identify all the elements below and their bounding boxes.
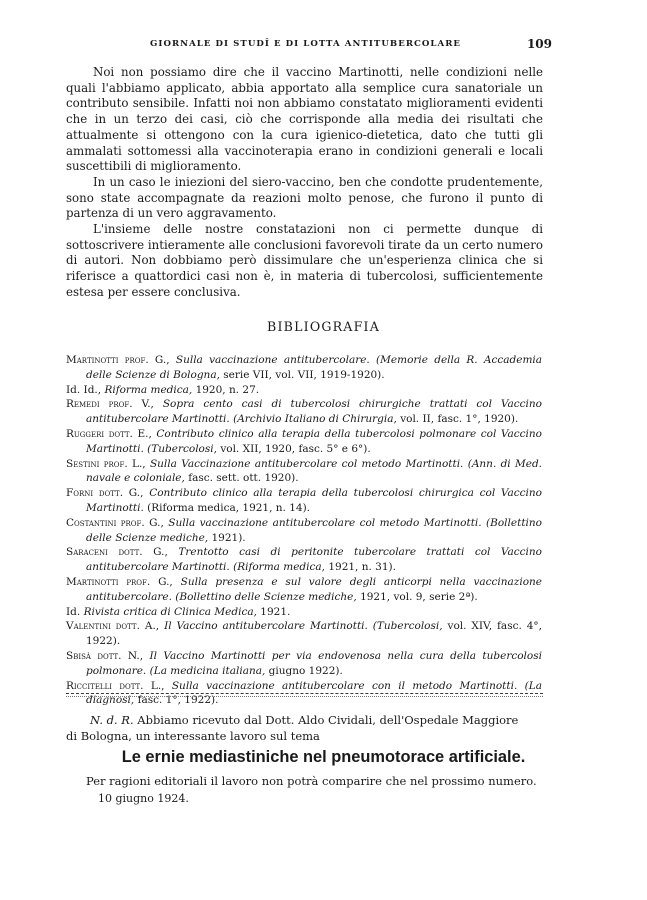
section-divider (66, 693, 543, 694)
bibliography-entry (66, 427, 542, 457)
bibliography-heading: BIBLIOGRAFIA (267, 319, 380, 334)
entry-source: (La medicina italiana, (149, 664, 266, 677)
entry-details: 1921, vol. 9, serie 2ª). (360, 590, 478, 603)
entry-title: Sulla vaccinazione antitubercolare con il metodo Martinotti. (171, 679, 518, 692)
page-number: 109 (526, 37, 552, 51)
entry-title: Trentotto casi di peritonite tubercolare trattati col Vaccino antitubercolare Martinotti. (86, 546, 542, 574)
bibliography-entry (66, 486, 542, 516)
entry-details: 1920, n. 27. (195, 383, 260, 396)
bibliography-entry (66, 575, 542, 605)
note-date: 10 giugno 1924. (98, 792, 189, 805)
entry-details: vol. XII, 1920, fasc. 5° e 6°). (220, 442, 371, 455)
bibliography-entry (66, 605, 542, 620)
entry-details: vol. II, fasc. 1°, 1920). (400, 413, 519, 426)
entry-details: 1921, n. 14). (242, 501, 311, 514)
paragraph: In un caso le iniezioni del siero-vaccino, ben che condotte prudentemente, sono state accompagnate da reazioni molto penose, che furono il punto di partenza di un vero aggravamento. (66, 174, 543, 221)
entry-author: Forni dott. G., (66, 487, 144, 500)
note-text: Abbiamo ricevuto dal Dott. Aldo Cividali, dell'Ospedale Maggiore (137, 713, 519, 727)
entry-title: Sulla Vaccinazione antitubercolare col metodo Martinotti. (149, 457, 464, 470)
entry-source: (Riforma medica, (147, 501, 240, 514)
paragraph: Noi non possiamo dire che il vaccino Martinotti, nelle condizioni nelle quali l'abbiamo applicato, abbia apportato alla semplice cura sanatoriale un contributo sensibile. Infatti noi non abbiamo constatato miglioramenti evidenti che in un terzo dei casi, ciò che corrisponde alla media dei risultati che attualmente si ottengono con la cura igienico-dietetica, dato che tutti gli ammalati sottomessi alla vaccinoterapia erano in condizioni generali e locali suscettibili di miglioramento. (66, 65, 543, 174)
entry-author: Martinotti prof. G., (66, 354, 170, 366)
entry-author: Valentini dott. A., (66, 620, 160, 633)
bibliography-list (66, 353, 542, 708)
entry-source: (Ann. di Med. navale e coloniale, (86, 457, 543, 485)
entry-author: Id. (66, 605, 81, 618)
entry-author: Saraceni dott. G., (66, 546, 168, 559)
bibliography-entry (66, 619, 542, 649)
editor-note (66, 713, 543, 744)
article-conclusion (66, 65, 543, 301)
entry-source: (Tubercolosi, (147, 442, 217, 455)
entry-source: (Archivio Italiano di Chirurgia, (233, 413, 397, 426)
entry-source: (La diagnosi, (86, 679, 542, 707)
entry-title: Sulla vaccinazione antitubercolare col metodo Martinotti. (168, 516, 482, 529)
entry-details: 1921). (211, 531, 246, 544)
section-divider (66, 696, 543, 697)
entry-details: giugno 1922). (268, 664, 343, 677)
entry-source: (Bollettino delle Scienze mediche, (86, 516, 542, 544)
entry-details: 1921. (260, 605, 291, 618)
entry-details: fasc. 1°, 1922). (137, 694, 219, 707)
entry-title: Sulla presenza e sul valore degli anticorpi nella vaccinazione antitubercolare. (86, 575, 542, 603)
note-label: N. d. R. (90, 713, 134, 727)
entry-title: Il Vaccino antitubercolare Martinotti. (164, 620, 368, 633)
announced-article-title: Le ernie mediastiniche nel pneumotorace artificiale. (121, 748, 526, 766)
bibliography-entry (66, 353, 542, 383)
entry-author: Sbisà dott. N., (66, 649, 144, 662)
entry-author: Riccitelli dott. L., (66, 679, 165, 692)
entry-details: vol. XIV, fasc. 4°, 1922). (86, 620, 542, 648)
entry-title: Sulla vaccinazione antitubercolare. (175, 354, 370, 366)
bibliography-entry (66, 457, 542, 487)
note-line: di Bologna, un interessante lavoro sul tema (66, 728, 320, 743)
entry-source: (Tubercolosi, (372, 620, 443, 633)
entry-source: (Bollettino delle Scienze mediche, (175, 590, 357, 603)
page-header (66, 37, 552, 55)
paragraph: L'insieme delle nostre constatazioni non ci permette dunque di sottoscrivere intieramente alle conclusioni favorevoli tirate da un certo numero di autori. Non dobbiamo però dissimulare che un'esperienza clinica che si riferisce a quattordici casi non è, in materia di tubercolosi, sufficientemente estesa per essere conclusiva. (66, 222, 543, 299)
entry-author: Martinotti prof. G., (66, 575, 173, 588)
entry-title: Contributo clinico alla terapia della tubercolosi chirurgica col Vaccino Martinotti. (86, 487, 542, 514)
entry-source: (Memorie della R. Accademia delle Scienze di Bologna, (86, 354, 543, 381)
entry-source: (Riforma medica, (233, 561, 325, 574)
entry-title: Sopra cento casi di tubercolosi chirurgiche trattati col Vaccino antitubercolare Martinotti. (86, 398, 543, 426)
entry-title: Il Vaccino Martinotti per via endovenosa nella cura della tubercolosi polmonare. (86, 649, 542, 677)
entry-author: Ruggeri dott. E., (66, 427, 152, 440)
entry-title: Rivista critica di Clinica Medica, (83, 605, 257, 618)
bibliography-entry (66, 516, 542, 546)
bibliography-entry (66, 545, 542, 575)
entry-title: Riforma medica, (104, 383, 193, 396)
running-title: GIORNALE DI STUDÎ E DI LOTTA ANTITUBERCOLARE (150, 39, 462, 49)
entry-details: serie VII, vol. VII, 1919-1920). (223, 368, 385, 381)
note-line (66, 713, 543, 729)
entry-details: fasc. sett. ott. 1920). (188, 472, 299, 485)
bibliography-entry (66, 649, 542, 679)
entry-author: Id. Id., (66, 383, 102, 396)
bibliography-entry (66, 383, 542, 398)
entry-author: Sestini prof. L., (66, 457, 146, 470)
bibliography-entry (66, 397, 542, 427)
entry-title: Contributo clinico alla terapia della tubercolosi polmonare col Vaccino Martinotti. (86, 427, 542, 455)
postponement-notice: Per ragioni editoriali il lavoro non potrà comparire che nel prossimo numero. (86, 774, 537, 788)
entry-details: 1921, n. 31). (328, 561, 396, 574)
entry-author: Costantini prof. G., (66, 516, 164, 529)
entry-author: Remedi prof. V., (66, 398, 154, 411)
